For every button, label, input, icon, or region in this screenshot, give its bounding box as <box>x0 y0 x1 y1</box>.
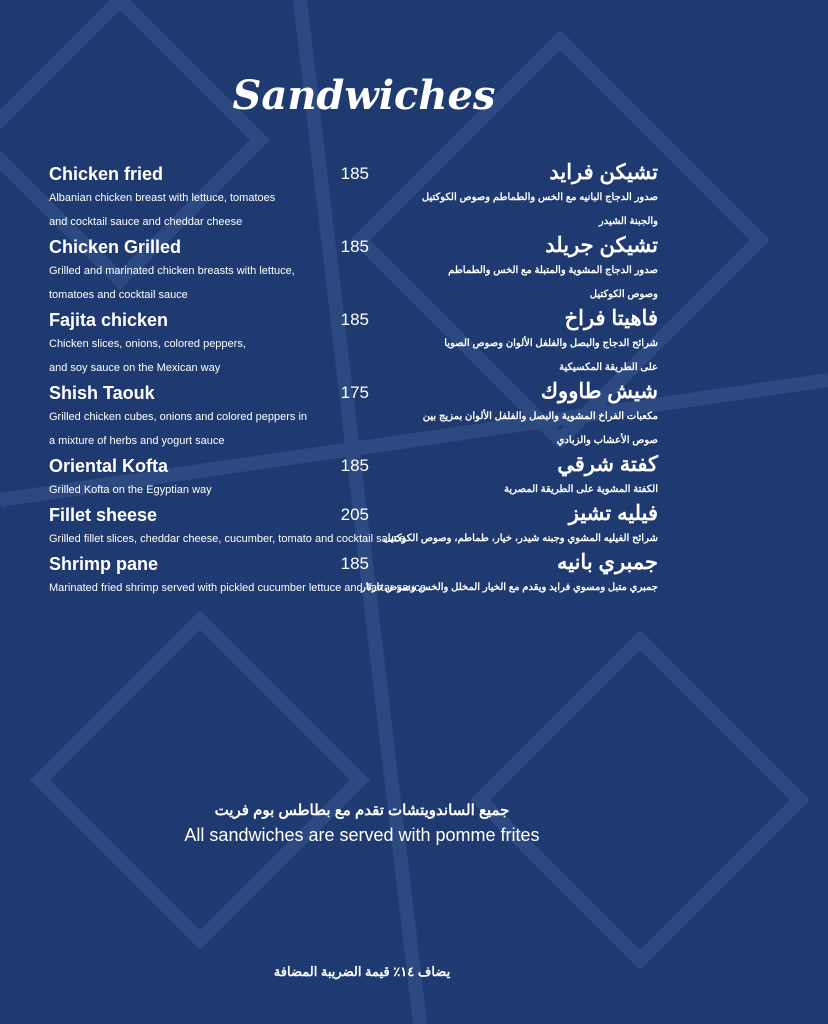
menu-item-ar <box>358 233 658 307</box>
item-description: Chicken slices, onions, colored peppers, <box>49 338 246 350</box>
item-description: and cocktail sauce and cheddar cheese <box>49 216 243 228</box>
item-description-arabic: والجبنة الشيدر <box>598 216 658 227</box>
item-name: Oriental Kofta <box>49 456 169 476</box>
item-name-arabic: جمبري بانيه <box>556 551 658 574</box>
menu-item-en <box>49 381 369 453</box>
item-name-arabic: تشيكن جريلد <box>545 234 658 257</box>
menu-item-en <box>49 552 427 600</box>
menu-item-ar <box>358 306 658 380</box>
tax-note: يضاف ١٤٪ قيمة الضريبة المضافة <box>273 964 451 979</box>
item-description: a mixture of herbs and yogurt sauce <box>49 435 225 447</box>
item-description-arabic: صدور الدجاج البانيه مع الخس والطماطم وصوص الكوكتيل <box>421 192 658 203</box>
item-description-arabic: على الطريقة المكسيكية <box>559 362 658 373</box>
menu-item-ar <box>358 550 658 600</box>
item-description: Grilled and marinated chicken breasts with lettuce, <box>49 265 295 277</box>
item-description: and soy sauce on the Mexican way <box>49 362 221 374</box>
footer-note-english: All sandwiches are served with pomme frites <box>184 825 540 845</box>
item-description: Marinated fried shrimp served with pickled cucumber lettuce and Tartar sauce <box>49 582 427 594</box>
item-name-arabic: تشيكن فرايد <box>549 161 658 184</box>
item-description-arabic: الكفتة المشوية على الطريقة المصرية <box>503 484 658 495</box>
item-name: Chicken Grilled <box>49 237 182 257</box>
item-description: Grilled chicken cubes, onions and colored peppers in <box>49 411 308 423</box>
menu-item-ar <box>358 160 658 234</box>
item-price: 185 <box>340 237 369 256</box>
item-description: Albanian chicken breast with lettuce, tomatoes <box>49 192 276 204</box>
menu-item-ar <box>358 379 658 453</box>
item-description-arabic: شرائح الدجاج والبصل والفلفل الألوان وصوص الصويا <box>444 338 658 349</box>
menu-item-en <box>49 308 369 380</box>
item-price: 185 <box>340 310 369 329</box>
item-description: tomatoes and cocktail sauce <box>49 289 188 301</box>
item-description-arabic: صوص الأعشاب والزبادي <box>556 435 658 446</box>
item-description-arabic: شرائح الفيليه المشوي وجبنه شيدر، خيار، طماطم، وصوص الكوكتيل <box>383 533 658 544</box>
item-description-arabic: وصوص الكوكتيل <box>589 289 658 300</box>
item-price: 185 <box>340 164 369 183</box>
item-name-arabic: فاهيتا فراخ <box>564 307 658 330</box>
item-name: Chicken fried <box>49 164 164 184</box>
item-description-arabic: مكعبات الفراخ المشوية والبصل والفلفل الألوان بمزيج بين <box>422 411 658 422</box>
item-name: Fajita chicken <box>49 310 169 330</box>
footer-note-arabic: جميع الساندويتشات تقدم مع بطاطس بوم فريت <box>214 802 510 819</box>
item-name-arabic: فيليه تشيز <box>568 502 658 525</box>
item-name-arabic: كفتة شرقي <box>557 453 658 476</box>
item-name-arabic: شيش طاووك <box>540 380 658 403</box>
item-description-arabic: صدور الدجاج المشوية والمتبلة مع الخس والطماطم <box>448 265 658 276</box>
menu-item-en <box>49 454 369 502</box>
menu-item-ar <box>358 501 658 551</box>
item-price: 185 <box>340 456 369 475</box>
menu-item-en <box>49 162 369 234</box>
menu-item-en <box>49 235 369 307</box>
menu-item-ar <box>358 452 658 502</box>
item-description-arabic: جمبري متبل ومسوي فرايد ويقدم مع الخيار المخلل والخس وصوص تارتار <box>361 582 658 593</box>
menu-item-en <box>49 503 406 551</box>
item-name: Fillet sheese <box>49 505 158 525</box>
item-description: Grilled Kofta on the Egyptian way <box>49 484 212 496</box>
item-price: 175 <box>340 383 369 402</box>
item-name: Shrimp pane <box>49 554 159 574</box>
item-price: 185 <box>340 554 369 573</box>
page-title: Sandwiches <box>232 72 496 119</box>
item-name: Shish Taouk <box>49 383 155 403</box>
item-price: 205 <box>340 505 369 524</box>
item-description: Grilled fillet slices, cheddar cheese, cucumber, tomato and cocktail sauce <box>49 533 406 545</box>
